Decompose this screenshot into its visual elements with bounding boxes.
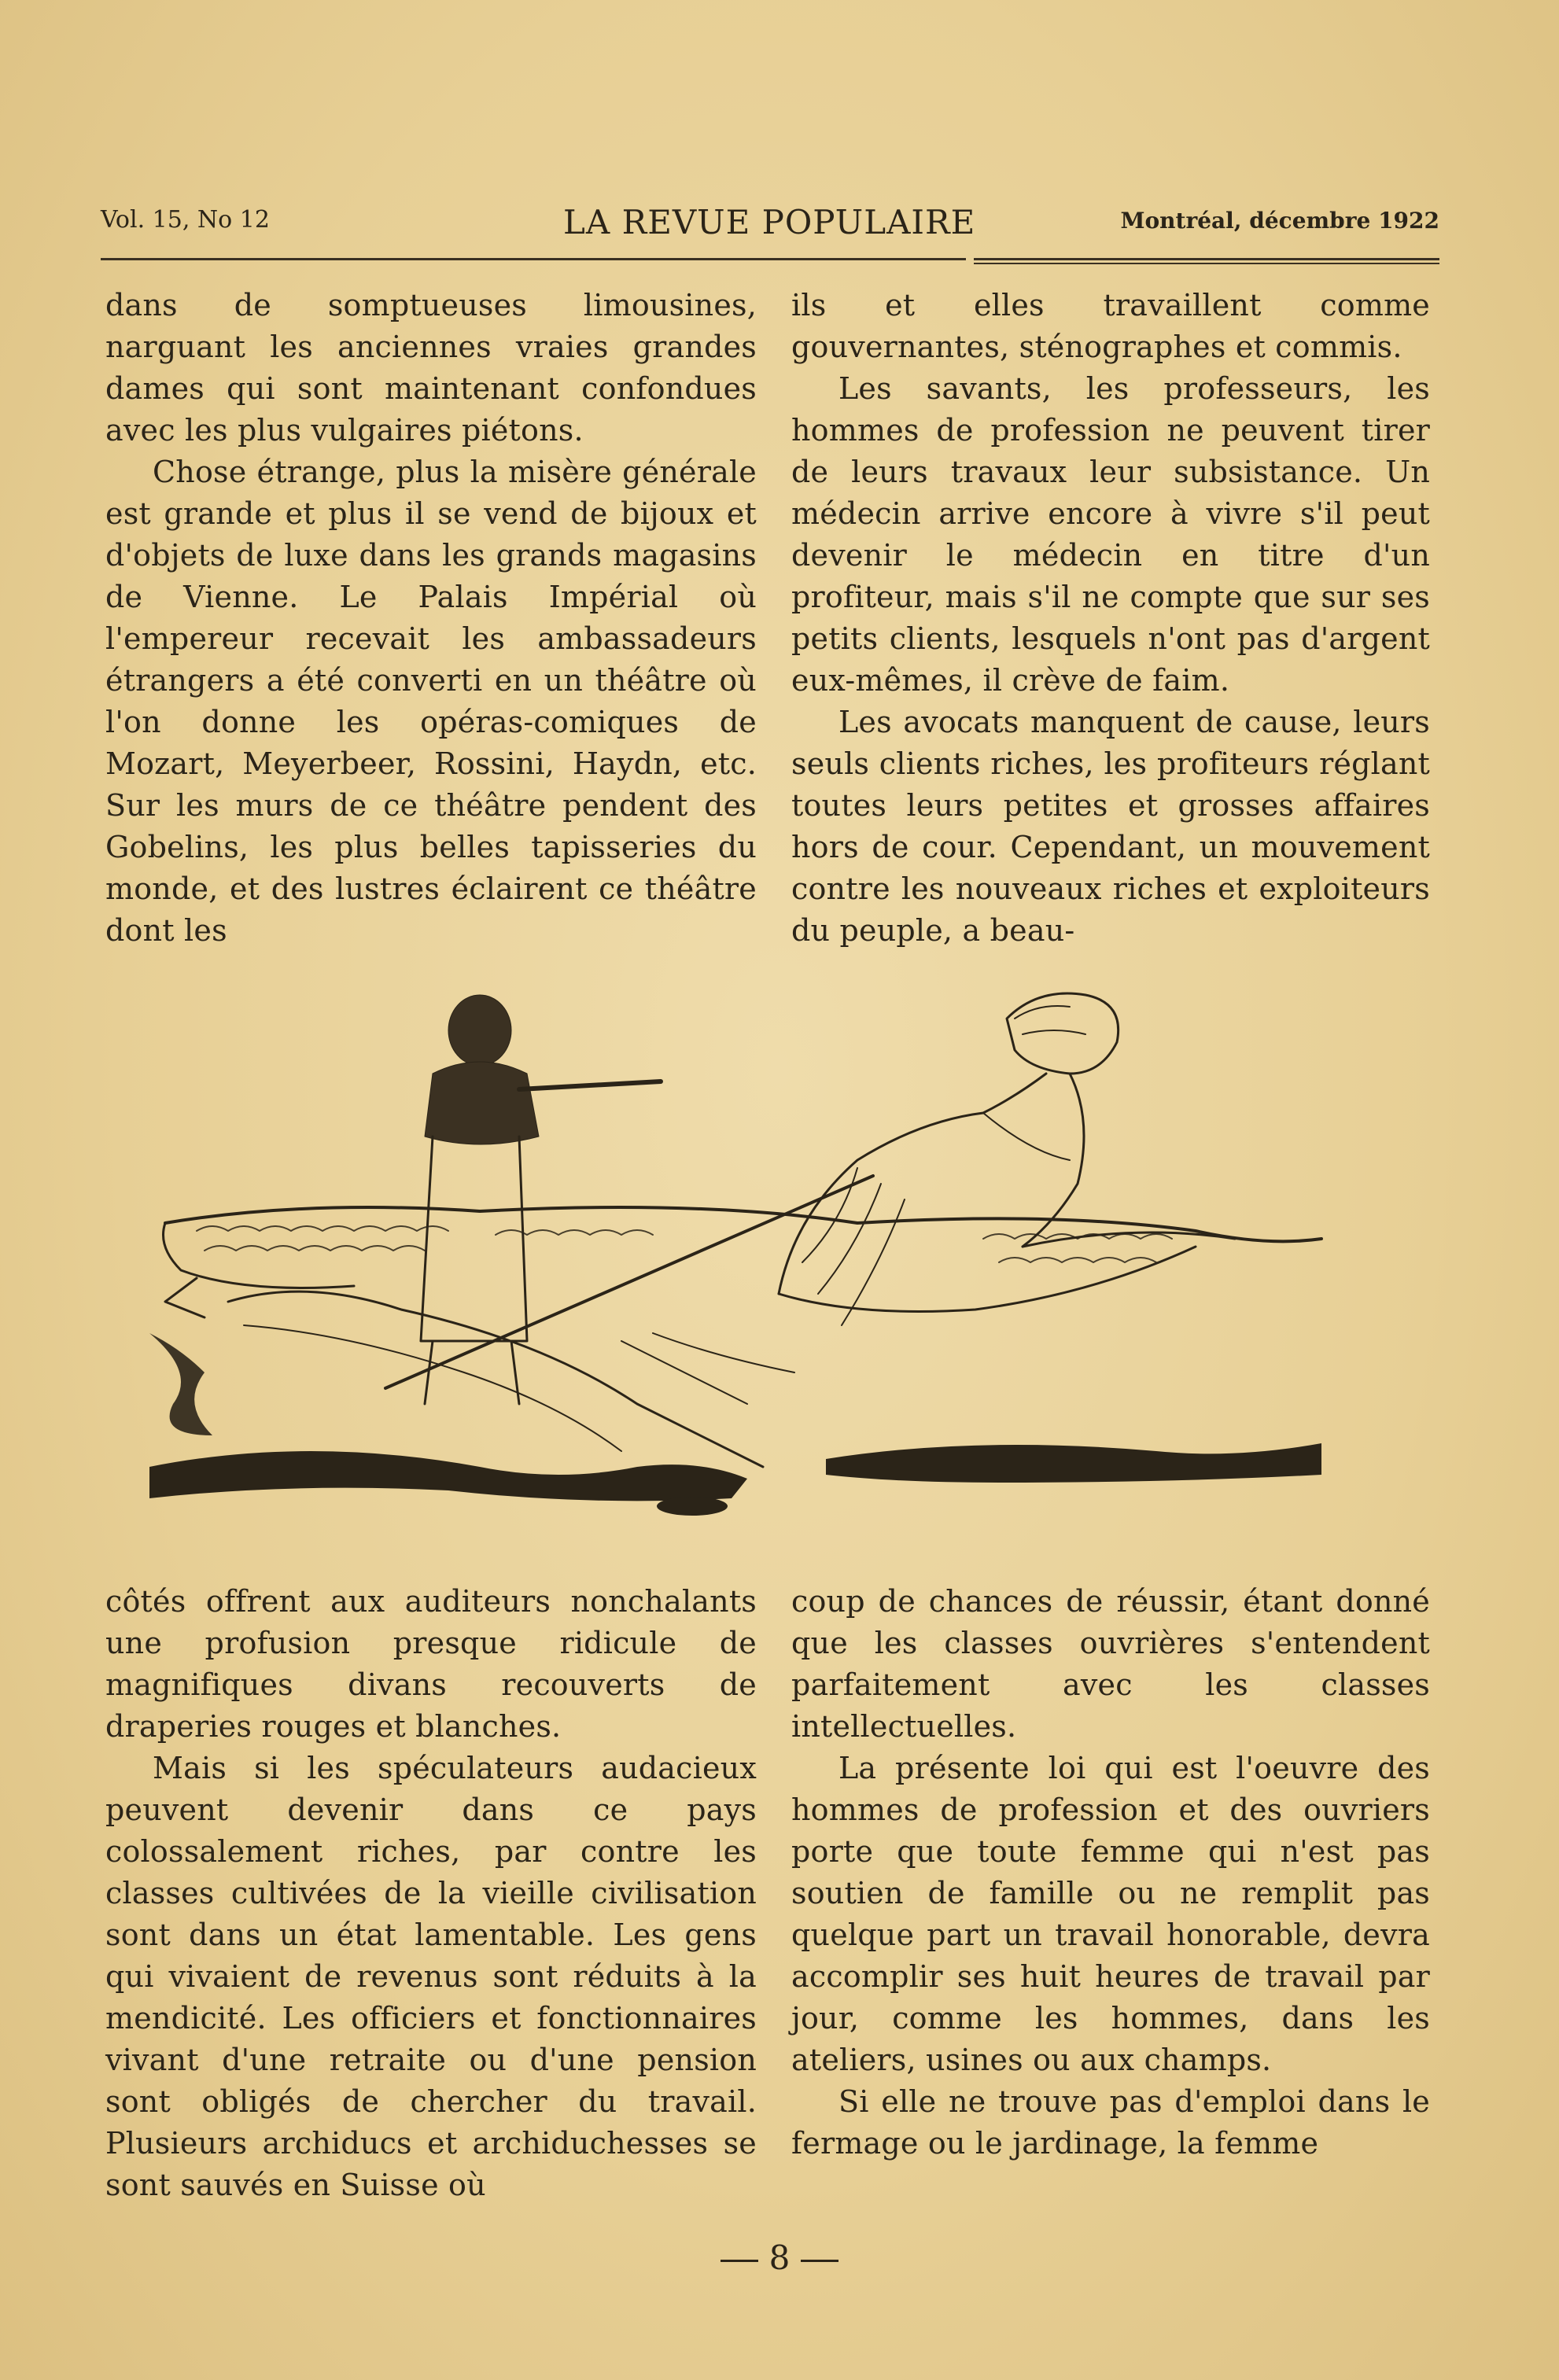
paragraph: Les savants, les professeurs, les hommes de profession ne peuvent tirer de leurs travaux leur subsistance. Un médecin arrive encore à vivre s'il peut devenir le médecin en titre d'un profiteur, mais s'il ne compte que sur ses petits clients, lesquels n'ont pas d'argent eux-mêmes, il crève de faim. bbox=[791, 371, 1430, 698]
page-number-value: 8 bbox=[768, 2238, 791, 2277]
column-top-left bbox=[105, 285, 757, 952]
paragraph: La présente loi qui est l'oeuvre des hommes de profession et des ouvriers porte que toute femme qui n'est pas soutien de famille ou ne remplit pas quelque part un travail honorable, devra accomplir ses huit heures de travail par jour, comme les hommes, dans les ateliers, usines ou aux champs. bbox=[791, 1751, 1430, 2077]
paragraph: Chose étrange, plus la misère générale est grande et plus il se vend de bijoux et d'objets de luxe dans les grands magasins de Vienne. Le Palais Impérial où l'empereur recevait les ambassadeurs étrangers a été converti en un théâtre où l'on donne les opéras-comiques de Mozart, Meyerbeer, Rossini, Haydn, etc. Sur les murs de ce théâtre pendent des Gobelins, les plus belles tapisseries du monde, et des lustres éclairent ce théâtre dont les bbox=[105, 455, 757, 948]
header-rule-right bbox=[974, 258, 1439, 260]
illustration-engraving bbox=[149, 963, 1337, 1547]
issue-date: Montréal, décembre 1922 bbox=[1120, 208, 1439, 234]
page-number-dash bbox=[721, 2260, 758, 2262]
paragraph: coup de chances de réussir, étant donné que les classes ouvrières s'entendent parfaitement avec les classes intellectuelles. bbox=[791, 1584, 1430, 1744]
header-rule-right-second bbox=[974, 263, 1439, 264]
paragraph: côtés offrent aux auditeurs nonchalants une profusion presque ridicule de magnifiques divans recouverts de draperies rouges et blanches. bbox=[105, 1584, 757, 1744]
engraving-drawing bbox=[149, 993, 1321, 1516]
page-header bbox=[101, 203, 1439, 250]
paragraph: dans de somptueuses limousines, narguant les anciennes vraies grandes dames qui sont maintenant confondues avec les plus vulgaires piétons. bbox=[105, 288, 757, 448]
column-top-right bbox=[791, 285, 1430, 952]
paragraph: Mais si les spéculateurs audacieux peuvent devenir dans ce pays colossalement riches, par contre les classes cultivées de la vieille civilisation sont dans un état lamentable. Les gens qui vivaient de revenus sont réduits à la mendicité. Les officiers et fonctionnaires vivant d'une retraite ou d'une pension sont obligés de chercher du travail. Plusieurs archiducs et archiduchesses se sont sauvés en Suisse où bbox=[105, 1751, 757, 2202]
paragraph: ils et elles travaillent comme gouvernantes, sténographes et commis. bbox=[791, 288, 1430, 364]
paragraph: Si elle ne trouve pas d'emploi dans le fermage ou le jardinage, la femme bbox=[791, 2084, 1430, 2161]
page-number bbox=[0, 2238, 1559, 2277]
publication-title: LA REVUE POPULAIRE bbox=[563, 203, 976, 241]
column-bottom-right bbox=[791, 1581, 1430, 2164]
volume-number: Vol. 15, No 12 bbox=[101, 206, 270, 234]
paragraph: Les avocats manquent de cause, leurs seuls clients riches, les profiteurs réglant toutes leurs petites et grosses affaires hors de cour. Cependant, un mouvement contre les nouveaux riches et exploiteurs du peuple, a beau- bbox=[791, 705, 1430, 948]
page-number-dash bbox=[801, 2260, 838, 2262]
column-bottom-left bbox=[105, 1581, 757, 2206]
header-rule-left bbox=[101, 258, 966, 260]
